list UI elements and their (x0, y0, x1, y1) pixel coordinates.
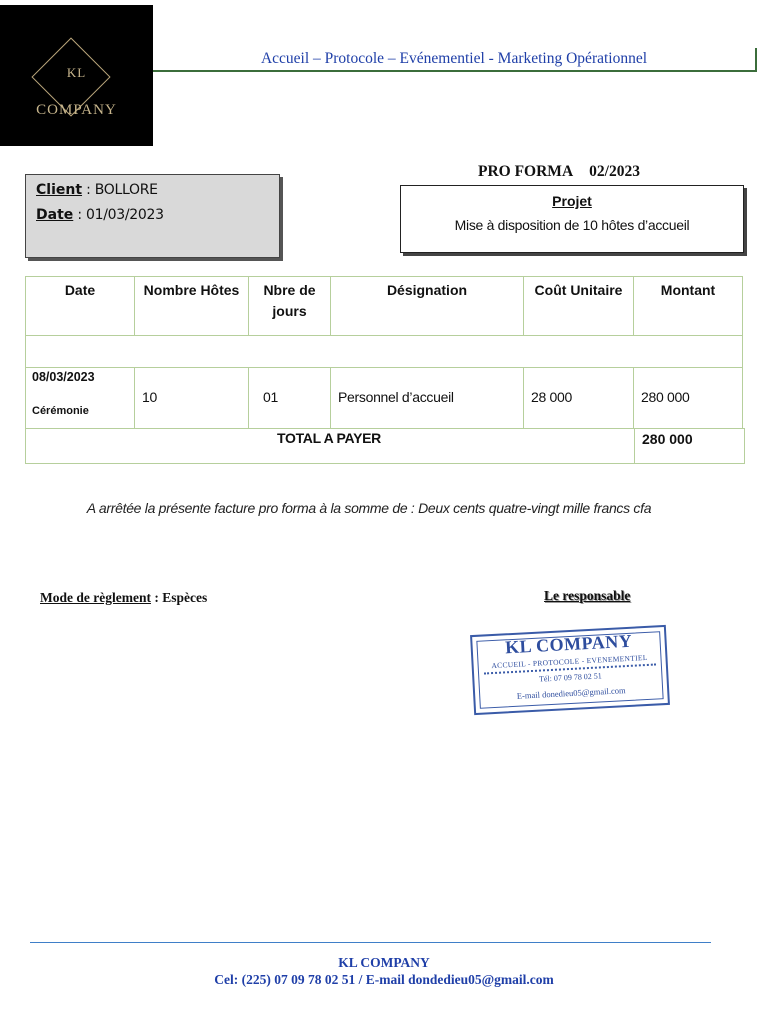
total-value: 280 000 (634, 428, 745, 464)
header-hosts: Nombre Hôtes (134, 276, 249, 336)
footer-company: KL COMPANY (338, 955, 430, 970)
table-spacer-row (25, 335, 743, 368)
project-description: Mise à disposition de 10 hôtes d’accueil (454, 217, 690, 233)
stamp-services: ACCUEIL - PROTOCOLE - EVENEMENTIEL (491, 652, 648, 671)
client-label: Client (36, 182, 83, 198)
table-row-date-cell (25, 367, 135, 429)
stamp-name: KL COMPANY (504, 630, 633, 658)
row-date: 08/03/2023 (32, 370, 95, 384)
date-value: : 01/03/2023 (73, 207, 164, 223)
company-logo (0, 5, 153, 146)
stamp-email: E-mail donedieu05@gmail.com (516, 685, 626, 701)
header-date: Date (25, 276, 135, 336)
total-label: TOTAL A PAYER (277, 430, 381, 446)
row-hosts: 10 (134, 367, 249, 429)
footer-divider (30, 942, 711, 943)
project-label: Projet (552, 193, 592, 209)
row-unit-cost: 28 000 (523, 367, 634, 429)
document-number: 02/2023 (589, 163, 640, 180)
row-designation: Personnel d’accueil (330, 367, 524, 429)
payment-mode (40, 590, 207, 606)
header-unit-cost: Coût Unitaire (523, 276, 634, 336)
header-amount: Montant (633, 276, 743, 336)
signature-label: Le responsable (544, 588, 631, 603)
payment-label: Mode de règlement (40, 590, 151, 605)
client-box (25, 174, 280, 258)
header-tagline: Accueil – Protocole – Evénementiel - Marketing Opérationnel (153, 48, 757, 72)
document-title-text: PRO FORMA (478, 163, 574, 180)
logo-name: COMPANY (36, 102, 117, 118)
amount-in-words-note: A arrêtée la présente facture pro forma à la somme de : Deux cents quatre-vingt mille francs cfa (86, 500, 652, 516)
client-value: : BOLLORE (82, 182, 158, 198)
company-stamp (470, 625, 670, 715)
row-event: Cérémonie (32, 405, 89, 417)
logo-initials: KL (66, 65, 87, 80)
row-amount: 280 000 (633, 367, 743, 429)
date-line (36, 207, 164, 223)
document-title (478, 163, 640, 181)
date-label: Date (36, 207, 74, 223)
header-designation: Désignation (330, 276, 524, 336)
client-line (36, 182, 158, 198)
project-box (400, 185, 744, 253)
payment-value: : Espèces (150, 590, 208, 605)
header-days: Nbre de jours (248, 276, 331, 336)
footer-contact: Cel: (225) 07 09 78 02 51 / E-mail dondedieu05@gmail.com (214, 972, 554, 987)
stamp-phone: Tél: 07 09 78 02 51 (538, 671, 603, 684)
row-days: 01 (248, 367, 331, 429)
